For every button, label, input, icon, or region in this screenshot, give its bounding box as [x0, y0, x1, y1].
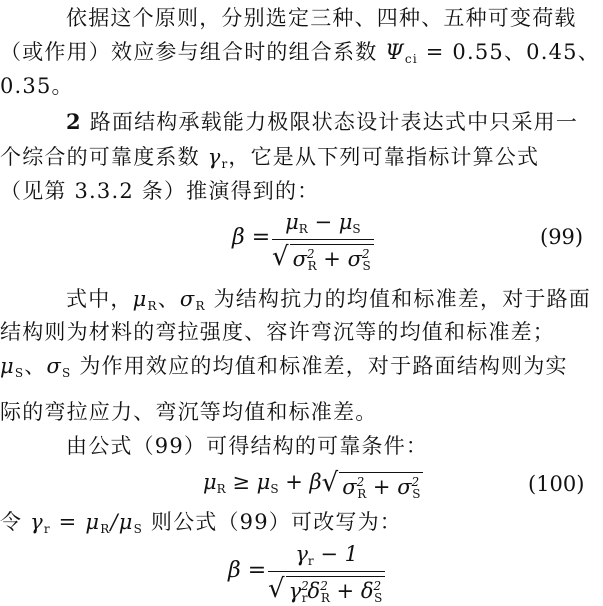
text-line-8: 结构则为材料的弯拉强度、容许弯沉等的均值和标准差；: [0, 320, 555, 344]
para-line-9: $\mu_S$、$\sigma_S$ 为作用效应的均值和标准差，对于路面结构则为实: [0, 354, 568, 380]
para-line-7: 式中，$\mu_R$、$\sigma_R$ 为结构抗力的均值和标准差，对于路面: [66, 287, 591, 313]
para-line-8: [0, 318, 555, 346]
para-line-1: [66, 4, 577, 32]
text-line-9c: 为作用效应的均值和标准差，对于路面结构则为实: [71, 354, 568, 378]
text-line-10: 际的弯拉应力、弯沉等均值和标准差。: [0, 400, 378, 424]
para-line-11: [66, 432, 428, 460]
eq99-numerator: $\mu_R - \mu_S$: [285, 210, 361, 236]
text-line-5a: 个综合的可靠度系数: [0, 145, 208, 169]
text-line-6: （见第 3.3.2 条）推演得到的：: [0, 179, 320, 203]
para-line-2: [0, 38, 600, 73]
text-line-11: 由公式（99）可得结构的可靠条件：: [66, 434, 429, 458]
eq99-lhs: β =: [232, 225, 271, 250]
mu-s-symbol: $\mu_S$: [0, 354, 25, 380]
eq99-denominator: √ $\sigma^2_R + \sigma^2_S$: [272, 240, 374, 273]
para-line-4: [66, 108, 578, 136]
eq100-radicand: $\sigma^2_R + \sigma^2_S$: [339, 472, 423, 501]
text-line-1: 依据这个原则，分别选定三种、四种、五种可变荷载: [66, 6, 577, 30]
text-line-3: 0.35。: [0, 74, 74, 98]
eq99-fraction: [272, 210, 374, 273]
eq-final-denominator: √ $\gamma^2_r\delta^2_R + \delta^2_S$: [268, 572, 385, 605]
sqrt-icon: √: [272, 242, 289, 272]
para-line-5: [0, 143, 539, 178]
gamma-r-symbol: $\gamma_r$: [207, 145, 229, 171]
psi-symbol: $\Psi_{ci}$: [385, 40, 418, 66]
eq99-number: (99): [540, 225, 584, 249]
mu-r-symbol: $\mu_R$: [132, 287, 158, 313]
text-line-4: 路面结构承载能力极限状态设计表达式中只采用一: [81, 110, 579, 134]
eq100-number: (100): [528, 472, 585, 496]
sigma-r-symbol: $\sigma_R$: [179, 287, 206, 313]
para-line-3: [0, 72, 74, 100]
text-line-5b: ，它是从下列可靠指标计算公式: [228, 145, 540, 169]
para-line-10: [0, 398, 377, 426]
eq-final-lhs: β =: [228, 558, 267, 583]
text-line-2b: = 0.55、0.45、: [417, 40, 600, 64]
eq100: [203, 470, 423, 501]
item-number: 2: [66, 109, 82, 134]
eq100-lhs: $\mu_R \ge \mu_S + \beta$: [203, 470, 322, 496]
eq-final-fraction: [268, 542, 385, 605]
para-line-6: [0, 177, 319, 205]
eq-final-numerator: $\gamma_r - 1$: [295, 542, 358, 568]
sqrt-icon: √: [268, 574, 285, 604]
text-line-2a: （或作用）效应参与组合时的组合系数: [0, 40, 386, 64]
gamma-definition: $\gamma_r = \mu_R/\mu_S$: [30, 510, 143, 536]
sqrt-icon: √: [321, 468, 339, 498]
text-line-7a: 式中，: [66, 287, 133, 311]
sigma-s-symbol: $\sigma_S$: [46, 354, 72, 380]
text-line-12b: 则公式（99）可改写为：: [143, 510, 402, 534]
text-line-7c: 为结构抗力的均值和标准差，对于路面: [205, 287, 591, 311]
para-line-12: 令 $\gamma_r = \mu_R/\mu_S$ 则公式（99）可改写为：: [0, 510, 402, 536]
